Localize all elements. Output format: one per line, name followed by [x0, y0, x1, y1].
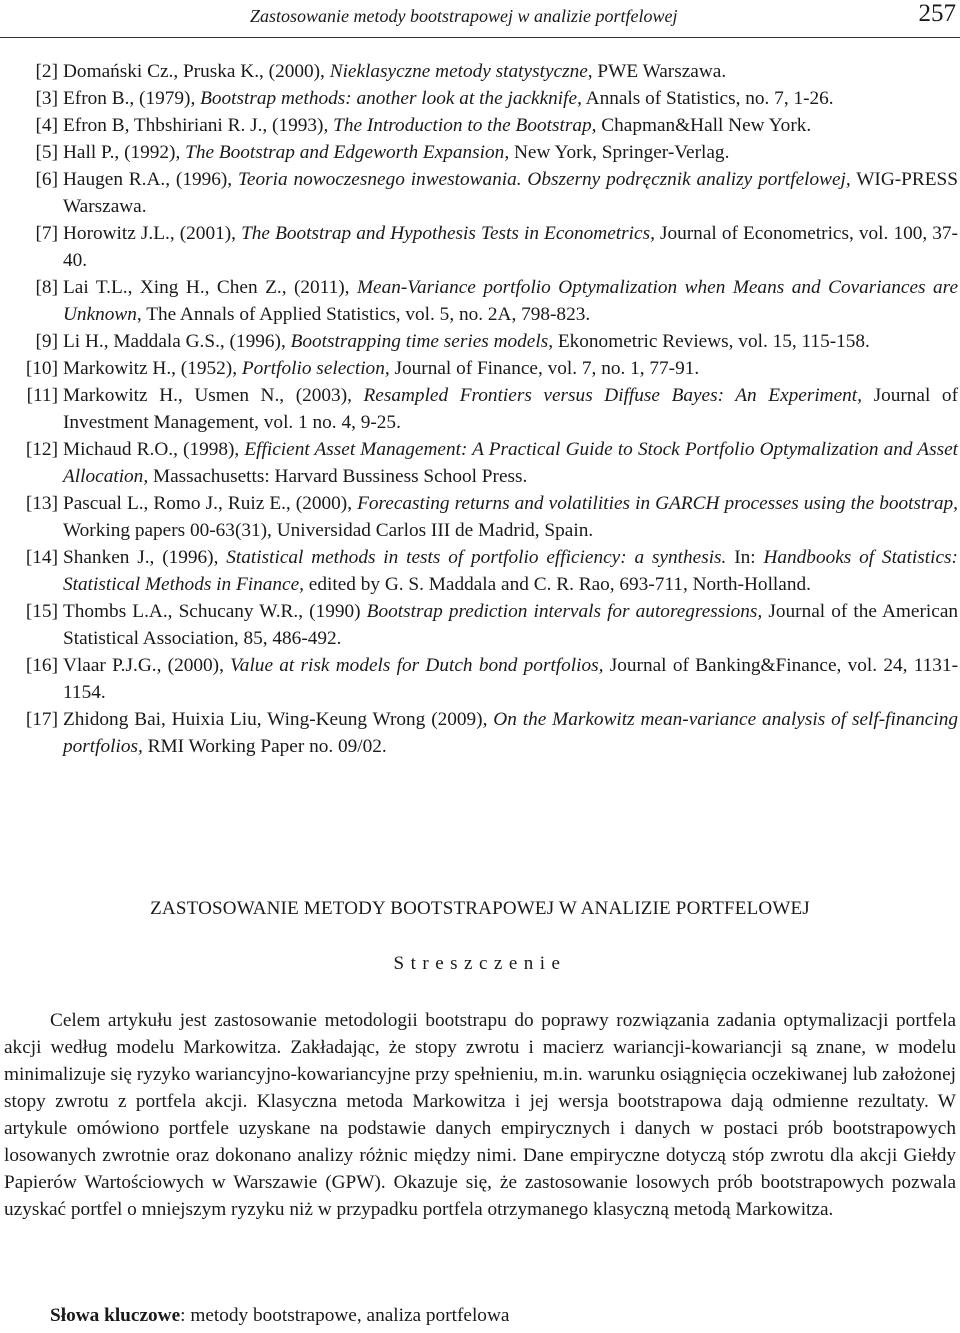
reference-item: [6, 490, 958, 544]
reference-text: Lai T.L., Xing H., Chen Z., (2011), Mean-Variance portfolio Optymalization when Means and Covariances are Unknown, The Annals of Applied Statistics, vol. 5, no. 2A, 798-823.: [63, 277, 958, 325]
reference-number: [11]: [26, 385, 58, 406]
reference-number: [7]: [35, 223, 58, 244]
reference-number: [4]: [35, 115, 58, 136]
abstract-paragraph: Celem artykułu jest zastosowanie metodologii bootstrapu do poprawy rozwiązania zadania optymalizacji portfela akcji według modelu Markowitza. Zakładając, że stopy zwrotu i macierz wariancji-kowariancji są znane, w modelu minimalizuje się ryzyko wariancyjno-kowariancyjne przy spełnieniu, m.in. warunku osiągnięcia oczekiwanej lub założonej stopy zwrotu z portfela akcji. Klasyczna metoda Markowitza i jej wersja bootstrapowa dają odmienne rezultaty. W artykule omówiono portfele uzyskane na podstawie danych empirycznych i danych w postaci prób bootstrapowych losowanych zwrotnie oraz dokonano analizy różnic między nimi. Dane empiryczne dotyczą stóp zwrotu dla akcji Giełdy Papierów Wartościowych w Warszawie (GPW). Okazuje się, że zastosowanie losowych prób bootstrapowych pozwala uzyskać portfel o mniejszym ryzyku niż w przypadku portfela otrzymanego klasyczną metodą Markowitza.: [4, 1010, 956, 1220]
reference-item: [6, 58, 958, 85]
reference-text: Efron B., (1979), Bootstrap methods: another look at the jackknife, Annals of Statistics, no. 7, 1-26.: [63, 88, 834, 109]
reference-number: [6]: [35, 169, 58, 190]
reference-number: [3]: [35, 88, 58, 109]
running-title: Zastosowanie metody bootstrapowej w analizie portfelowej: [250, 6, 678, 26]
summary-subtitle: Streszczenie: [393, 953, 567, 974]
reference-text: Shanken J., (1996), Statistical methods in tests of portfolio efficiency: a synthesis. In: Handbooks of Statistics: Statistical Methods in Finance, edited by G. S. Maddala and C. R. Rao, 693-711, North-Holland.: [63, 547, 958, 595]
reference-text: Zhidong Bai, Huixia Liu, Wing-Keung Wrong (2009), On the Markowitz mean-variance analysis of self-financing portfolios, RMI Working Paper no. 09/02.: [63, 709, 958, 757]
header-rule: [0, 37, 960, 38]
reference-number: [9]: [35, 331, 58, 352]
reference-number: [14]: [25, 547, 58, 568]
keywords-line: [50, 1305, 509, 1327]
reference-text: Domański Cz., Pruska K., (2000), Nieklasyczne metody statystyczne, PWE Warszawa.: [63, 61, 727, 82]
reference-number: [5]: [35, 142, 58, 163]
reference-text: Markowitz H., (1952), Portfolio selection, Journal of Finance, vol. 7, no. 1, 77-91.: [63, 358, 700, 379]
reference-text: Michaud R.O., (1998), Efficient Asset Management: A Practical Guide to Stock Portfolio Optymalization and Asset Allocation, Massachusetts: Harvard Bussiness School Press.: [63, 439, 958, 487]
reference-text: Thombs L.A., Schucany W.R., (1990) Bootstrap prediction intervals for autoregressions, Journal of the American Statistical Association, 85, 486-492.: [63, 601, 959, 649]
reference-number: [10]: [25, 358, 58, 379]
reference-list: [6, 58, 958, 760]
reference-item: [6, 652, 958, 706]
reference-item: [6, 544, 958, 598]
reference-text: Efron B, Thbshiriani R. J., (1993), The Introduction to the Bootstrap, Chapman&Hall New York.: [63, 115, 812, 136]
reference-text: Haugen R.A., (1996), Teoria nowoczesnego inwestowania. Obszerny podręcznik analizy portfelowej, WIG-PRESS Warszawa.: [63, 169, 958, 217]
reference-item: [6, 85, 958, 112]
reference-number: [12]: [25, 439, 58, 460]
reference-number: [2]: [35, 61, 58, 82]
reference-text: Markowitz H., Usmen N., (2003), Resampled Frontiers versus Diffuse Bayes: An Experiment, Journal of Investment Management, vol. 1 no. 4, 9-25.: [63, 385, 958, 433]
page-number: 257: [918, 0, 956, 27]
reference-item: [6, 166, 958, 220]
reference-text: Pascual L., Romo J., Ruiz E., (2000), Forecasting returns and volatilities in GARCH processes using the bootstrap, Working papers 00-63(31), Universidad Carlos III de Madrid, Spain.: [63, 493, 958, 541]
reference-item: [6, 382, 958, 436]
reference-item: [6, 598, 958, 652]
reference-item: [6, 139, 958, 166]
reference-item: [6, 355, 958, 382]
reference-number: [15]: [25, 601, 58, 622]
reference-text: Horowitz J.L., (2001), The Bootstrap and Hypothesis Tests in Econometrics, Journal of Econometrics, vol. 100, 37-40.: [63, 223, 958, 271]
reference-item: [6, 436, 958, 490]
reference-item: [6, 220, 958, 274]
reference-item: [6, 112, 958, 139]
reference-text: Hall P., (1992), The Bootstrap and Edgeworth Expansion, New York, Springer-Verlag.: [63, 142, 730, 163]
running-header: [0, 0, 960, 34]
keywords-text: : metody bootstrapowe, analiza portfelowa: [180, 1305, 510, 1326]
reference-item: [6, 328, 958, 355]
reference-text: Vlaar P.J.G., (2000), Value at risk models for Dutch bond portfolios, Journal of Banking&Finance, vol. 24, 1131-1154.: [63, 655, 958, 703]
reference-number: [16]: [25, 655, 58, 676]
reference-item: [6, 706, 958, 760]
reference-number: [8]: [35, 277, 58, 298]
keywords-label: Słowa kluczowe: [50, 1305, 181, 1326]
reference-number: [13]: [25, 493, 58, 514]
reference-number: [17]: [25, 709, 58, 730]
reference-text: Li H., Maddala G.S., (1996), Bootstrapping time series models, Ekonometric Reviews, vol. 15, 115-158.: [63, 331, 870, 352]
summary-title: ZASTOSOWANIE METODY BOOTSTRAPOWEJ W ANALIZIE PORTFELOWEJ: [150, 898, 810, 919]
reference-item: [6, 274, 958, 328]
